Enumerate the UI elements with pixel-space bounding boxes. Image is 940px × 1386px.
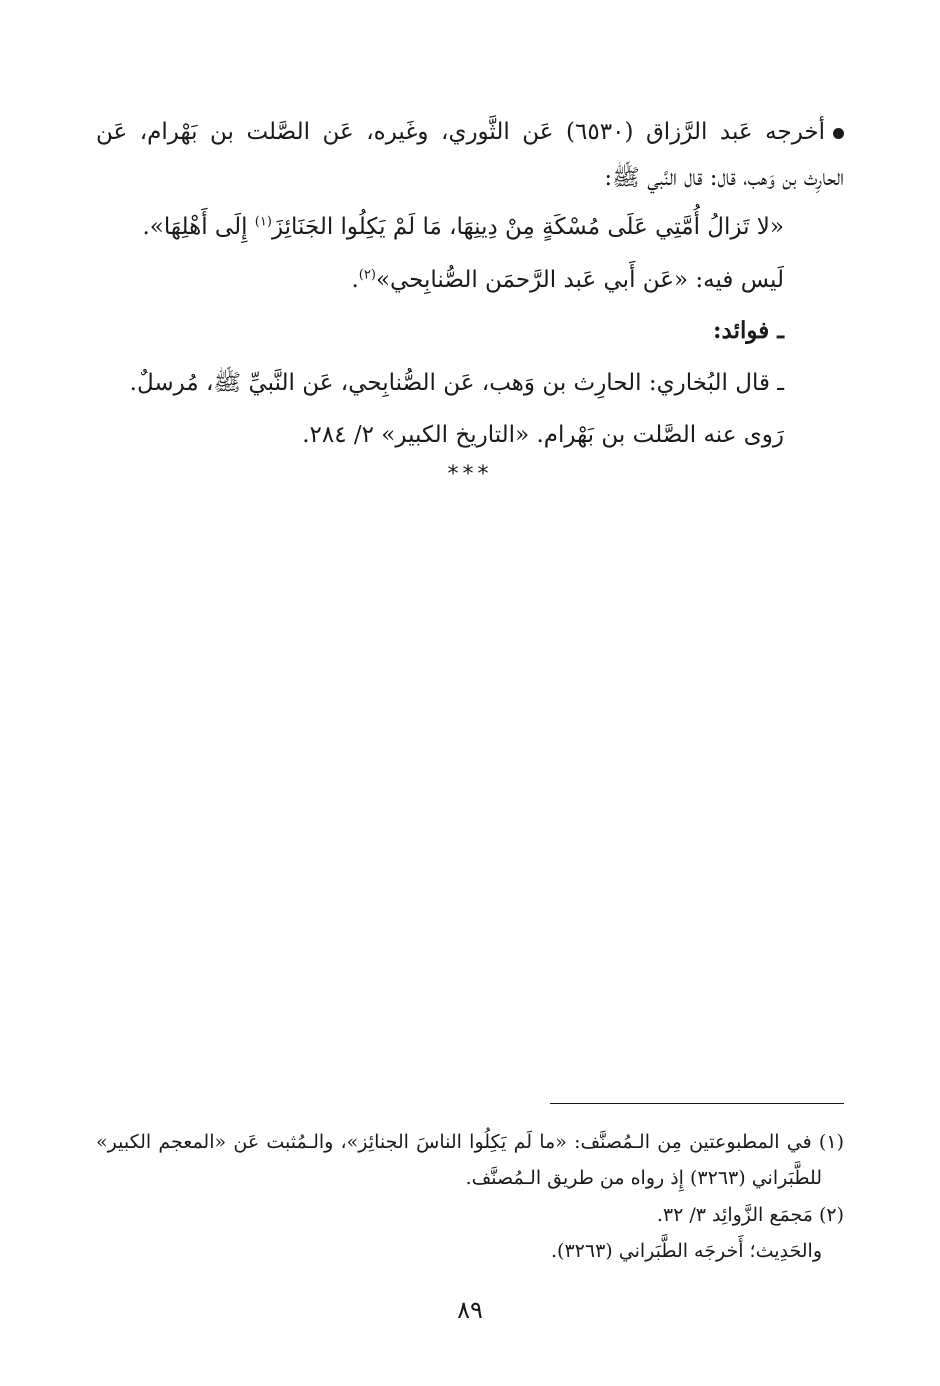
section-heading: ـ فوائد:: [713, 317, 784, 344]
bullet-icon: [833, 128, 844, 139]
footnote-ref-1[interactable]: (١): [254, 214, 272, 230]
footnote-2-line-2: والحَدِيث؛ أَخرجَه الطَّبَراني (٣٢٦٣).: [551, 1240, 822, 1262]
body-line-1: أخرجه عَبد الرَّزاق (٦٥٣٠) عَن الثَّوري، وغَيره، عَن الصَّلت بن بَهْرام، عَن: [96, 117, 844, 147]
body-line-7: رَوى عنه الصَّلت بن بَهْرام. «التاريخ الكبير» ٢/ ٢٨٤.: [302, 422, 784, 448]
body-line-4: لَيس فيه: «عَن أَبي عَبد الرَّحمَن الصُّنابِحي»$^{(٢)}$.: [351, 267, 784, 293]
page-number: ٨٩: [457, 1296, 483, 1324]
body-line-2: الحارِث بن وَهب، قال: قال النَّبي ﷺ:: [604, 165, 844, 191]
footnote-ref-2[interactable]: (٢): [358, 267, 376, 283]
footnote-divider: [550, 1103, 844, 1104]
footnote-1-line-1: (١) في المطبوعتين مِن الـمُصنَّف: «ما لَم يَكِلُوا الناسَ الجنائِز»، والـمُثبت عَن «المعجم الكبير»: [96, 1131, 844, 1153]
hadith-text: «لا تَزالُ أُمَّتِي عَلَى مُسْكَةٍ مِنْ دِينِهَا، مَا لَمْ يَكِلُوا الجَنَائِزَ$^{(١)}$ إِلَى أَهْلِهَا».: [142, 214, 784, 240]
footnote-1-line-2: للطَّبَراني (٣٢٦٣) إِذ رواه من طريق الـمُصنَّف.: [465, 1167, 822, 1189]
body-line-6: ـ قال البُخاري: الحارِث بن وَهب، عَن الصُّنابِحي، عَن النَّبيِّ ﷺ، مُرسلٌ.: [129, 370, 784, 396]
footnote-2-line-1: (٢) مَجمَع الزَّوائِد ٣/ ٣٢.: [656, 1204, 844, 1226]
section-separator: ***: [447, 462, 493, 487]
